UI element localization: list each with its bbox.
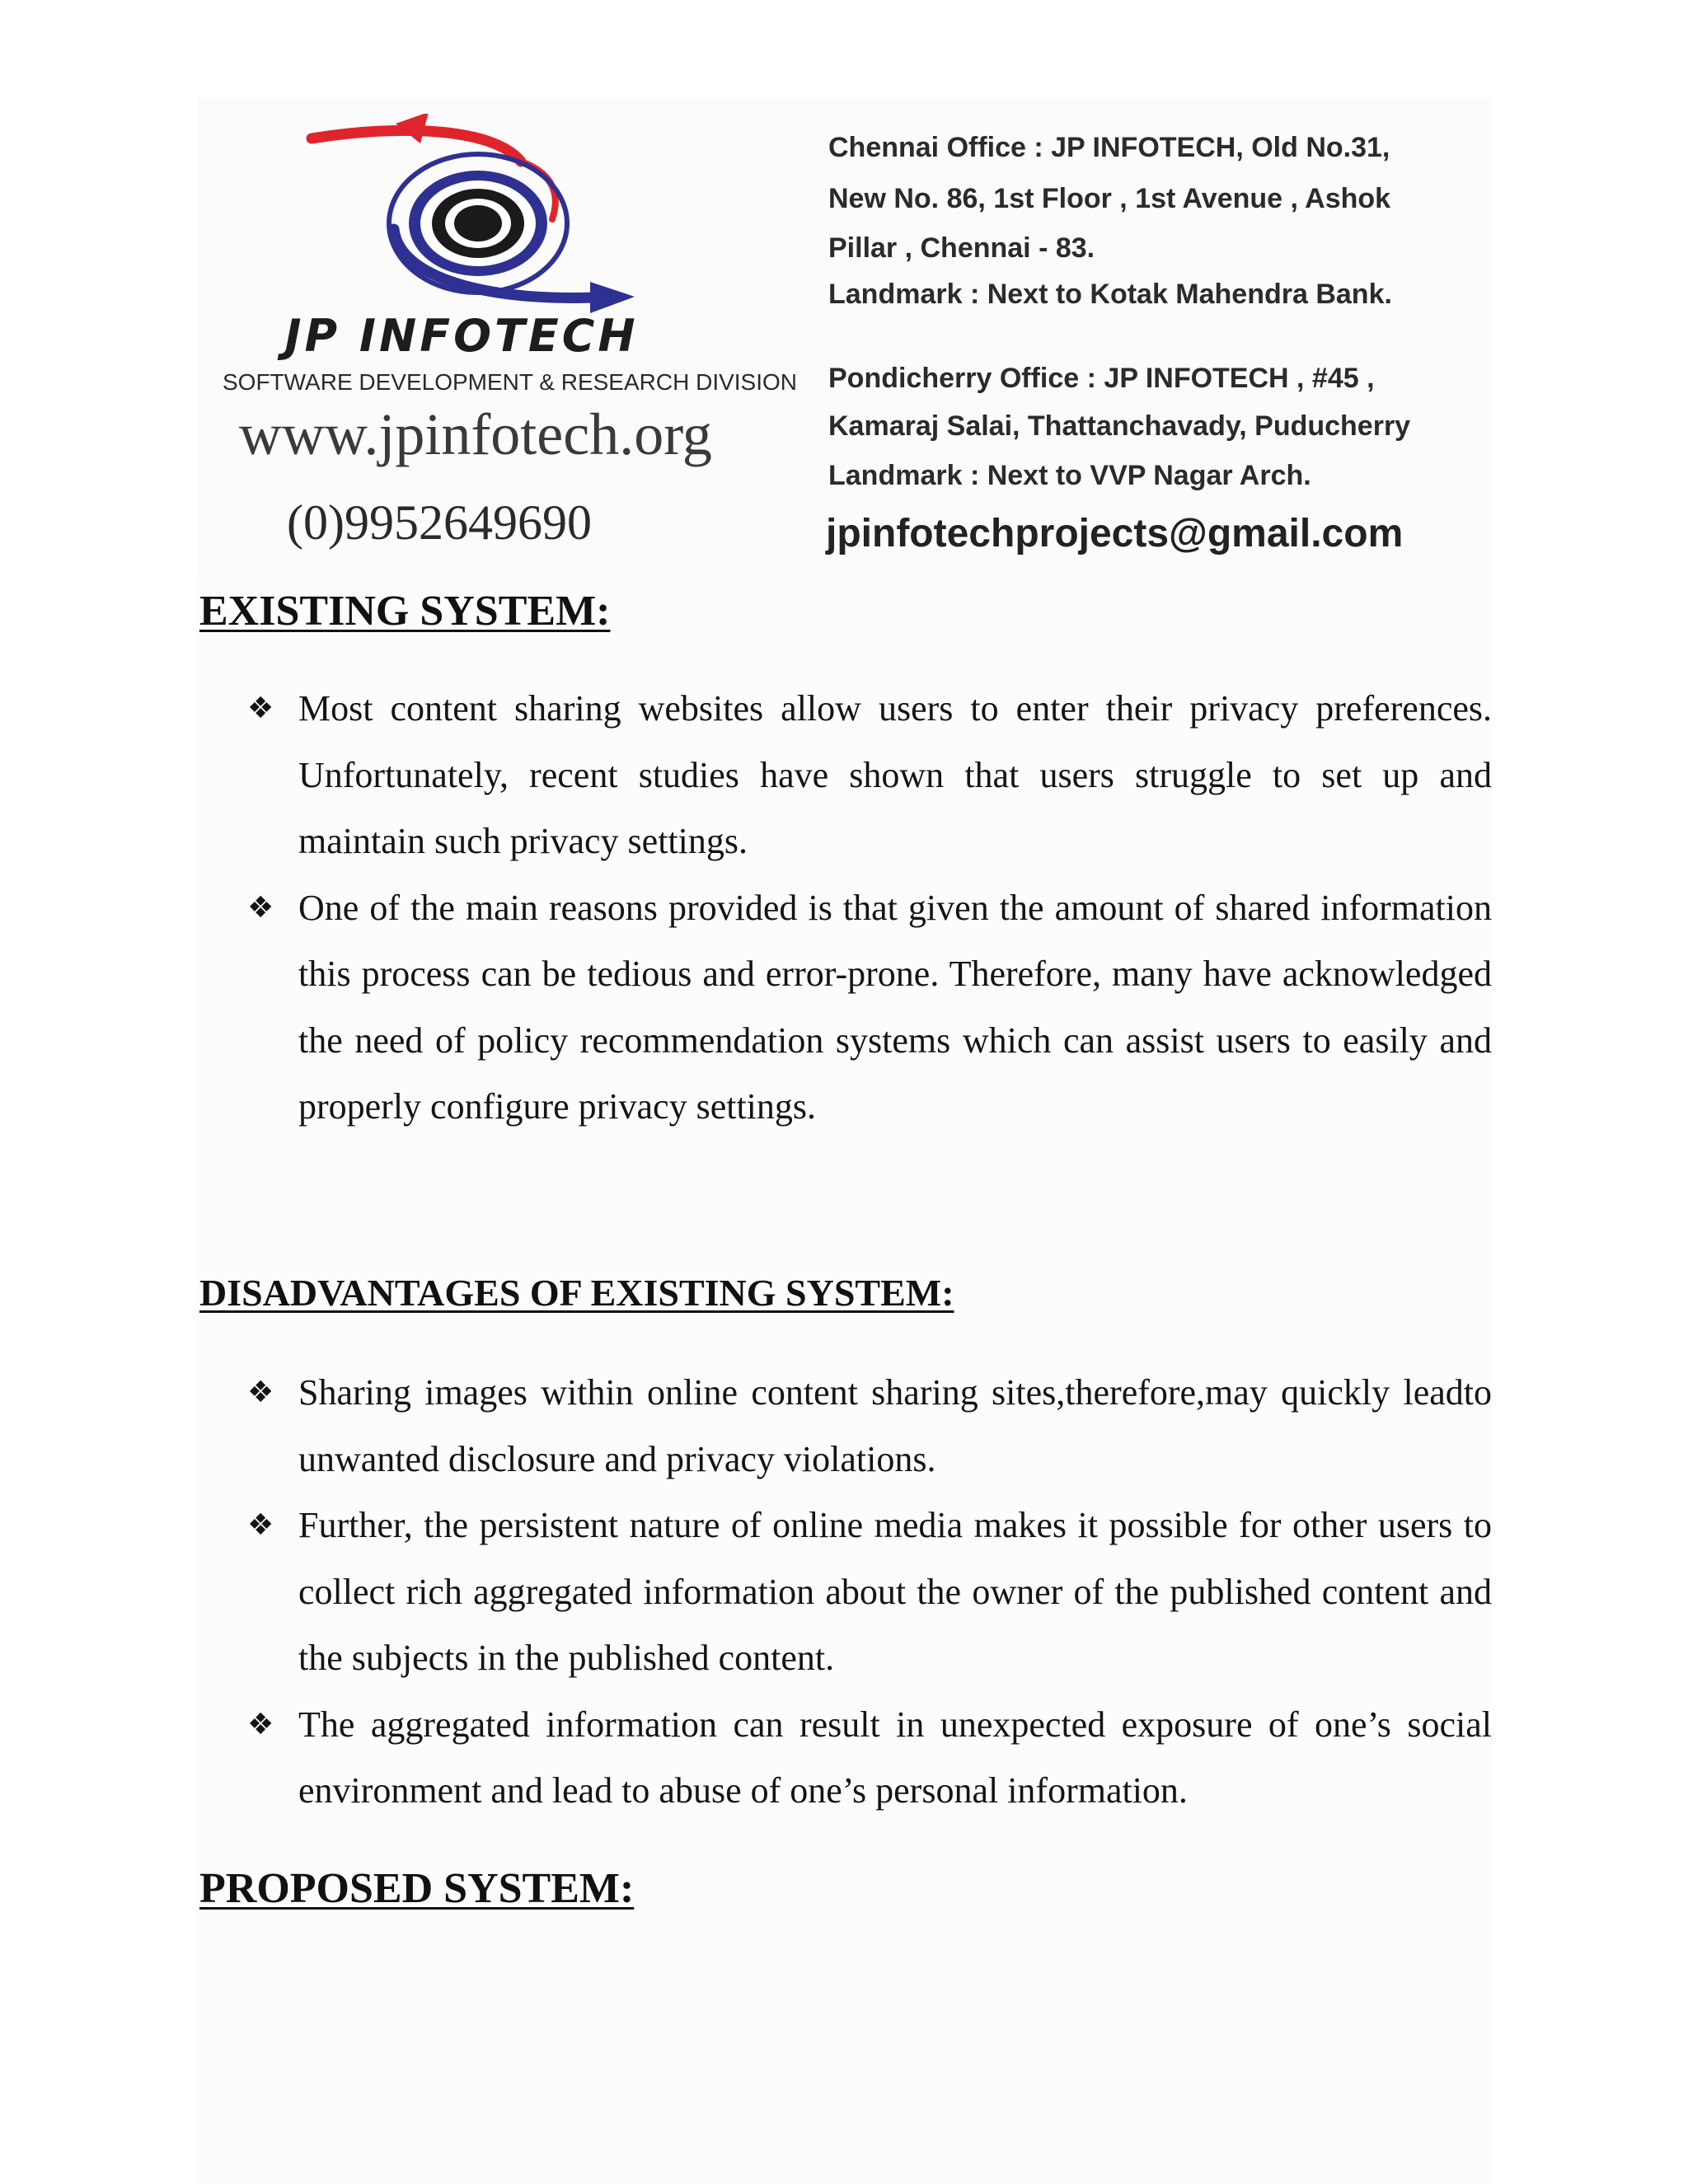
bullet-diamond-icon: ❖ bbox=[247, 1376, 274, 1409]
existing-system-list bbox=[247, 676, 1492, 1141]
contact-email[interactable]: jpinfotechprojects@gmail.com bbox=[826, 512, 1404, 555]
brand-website[interactable]: www.jpinfotech.org bbox=[239, 401, 712, 467]
list-item-text: Further, the persistent nature of online media makes it possible for other users to collect rich aggregated information about the owner of the published content and the subjects in the published content. bbox=[298, 1505, 1492, 1678]
chennai-office-line: New No. 86, 1st Floor , 1st Avenue , Ashok bbox=[828, 183, 1391, 214]
list-item bbox=[247, 1493, 1492, 1692]
chennai-landmark: Landmark : Next to Kotak Mahendra Bank. bbox=[828, 279, 1392, 310]
pondicherry-landmark: Landmark : Next to VVP Nagar Arch. bbox=[828, 460, 1311, 491]
chennai-office-line: Pillar , Chennai - 83. bbox=[828, 232, 1095, 264]
bullet-diamond-icon: ❖ bbox=[247, 890, 274, 925]
letterhead bbox=[198, 97, 1492, 579]
bullet-diamond-icon: ❖ bbox=[247, 1508, 274, 1542]
brand-phone: (0)9952649690 bbox=[287, 495, 592, 550]
disadvantages-list bbox=[247, 1360, 1492, 1825]
brand-division: SOFTWARE DEVELOPMENT & RESEARCH DIVISION bbox=[223, 369, 798, 395]
list-item bbox=[247, 1360, 1492, 1493]
bullet-diamond-icon: ❖ bbox=[247, 691, 274, 725]
list-item-text: The aggregated information can result in unexpected exposure of one’s social environment and lead to abuse of one’s personal information. bbox=[298, 1704, 1492, 1811]
proposed-system-heading: PROPOSED SYSTEM: bbox=[199, 1865, 635, 1912]
pondicherry-office-line: Pondicherry Office : JP INFOTECH , #45 , bbox=[828, 363, 1375, 394]
list-item-text: One of the main reasons provided is that given the amount of shared information this process can be tedious and error-prone. Therefore, many have acknowledged the need of policy recommendation systems which can assist users to easily and properly configure privacy settings. bbox=[298, 887, 1492, 1127]
disadvantages-heading: DISADVANTAGES OF EXISTING SYSTEM: bbox=[199, 1272, 954, 1314]
existing-system-heading: EXISTING SYSTEM: bbox=[199, 588, 611, 635]
orbit-target-icon bbox=[305, 114, 651, 320]
list-item bbox=[247, 1692, 1492, 1825]
list-item bbox=[247, 875, 1492, 1141]
brand-name: JP INFOTECH bbox=[284, 310, 639, 362]
list-item-text: Sharing images within online content sharing sites,therefore,may quickly leadto unwanted disclosure and privacy violations. bbox=[298, 1372, 1492, 1479]
list-item bbox=[247, 676, 1492, 875]
chennai-office-line: Chennai Office : JP INFOTECH, Old No.31, bbox=[828, 132, 1390, 163]
bullet-diamond-icon: ❖ bbox=[247, 1707, 274, 1741]
pondicherry-office-line: Kamaraj Salai, Thattanchavady, Puducherry bbox=[828, 410, 1411, 442]
list-item-text: Most content sharing websites allow users to enter their privacy preferences. Unfortunately, recent studies have shown that users struggle to set up and maintain such privacy settings. bbox=[298, 688, 1492, 861]
